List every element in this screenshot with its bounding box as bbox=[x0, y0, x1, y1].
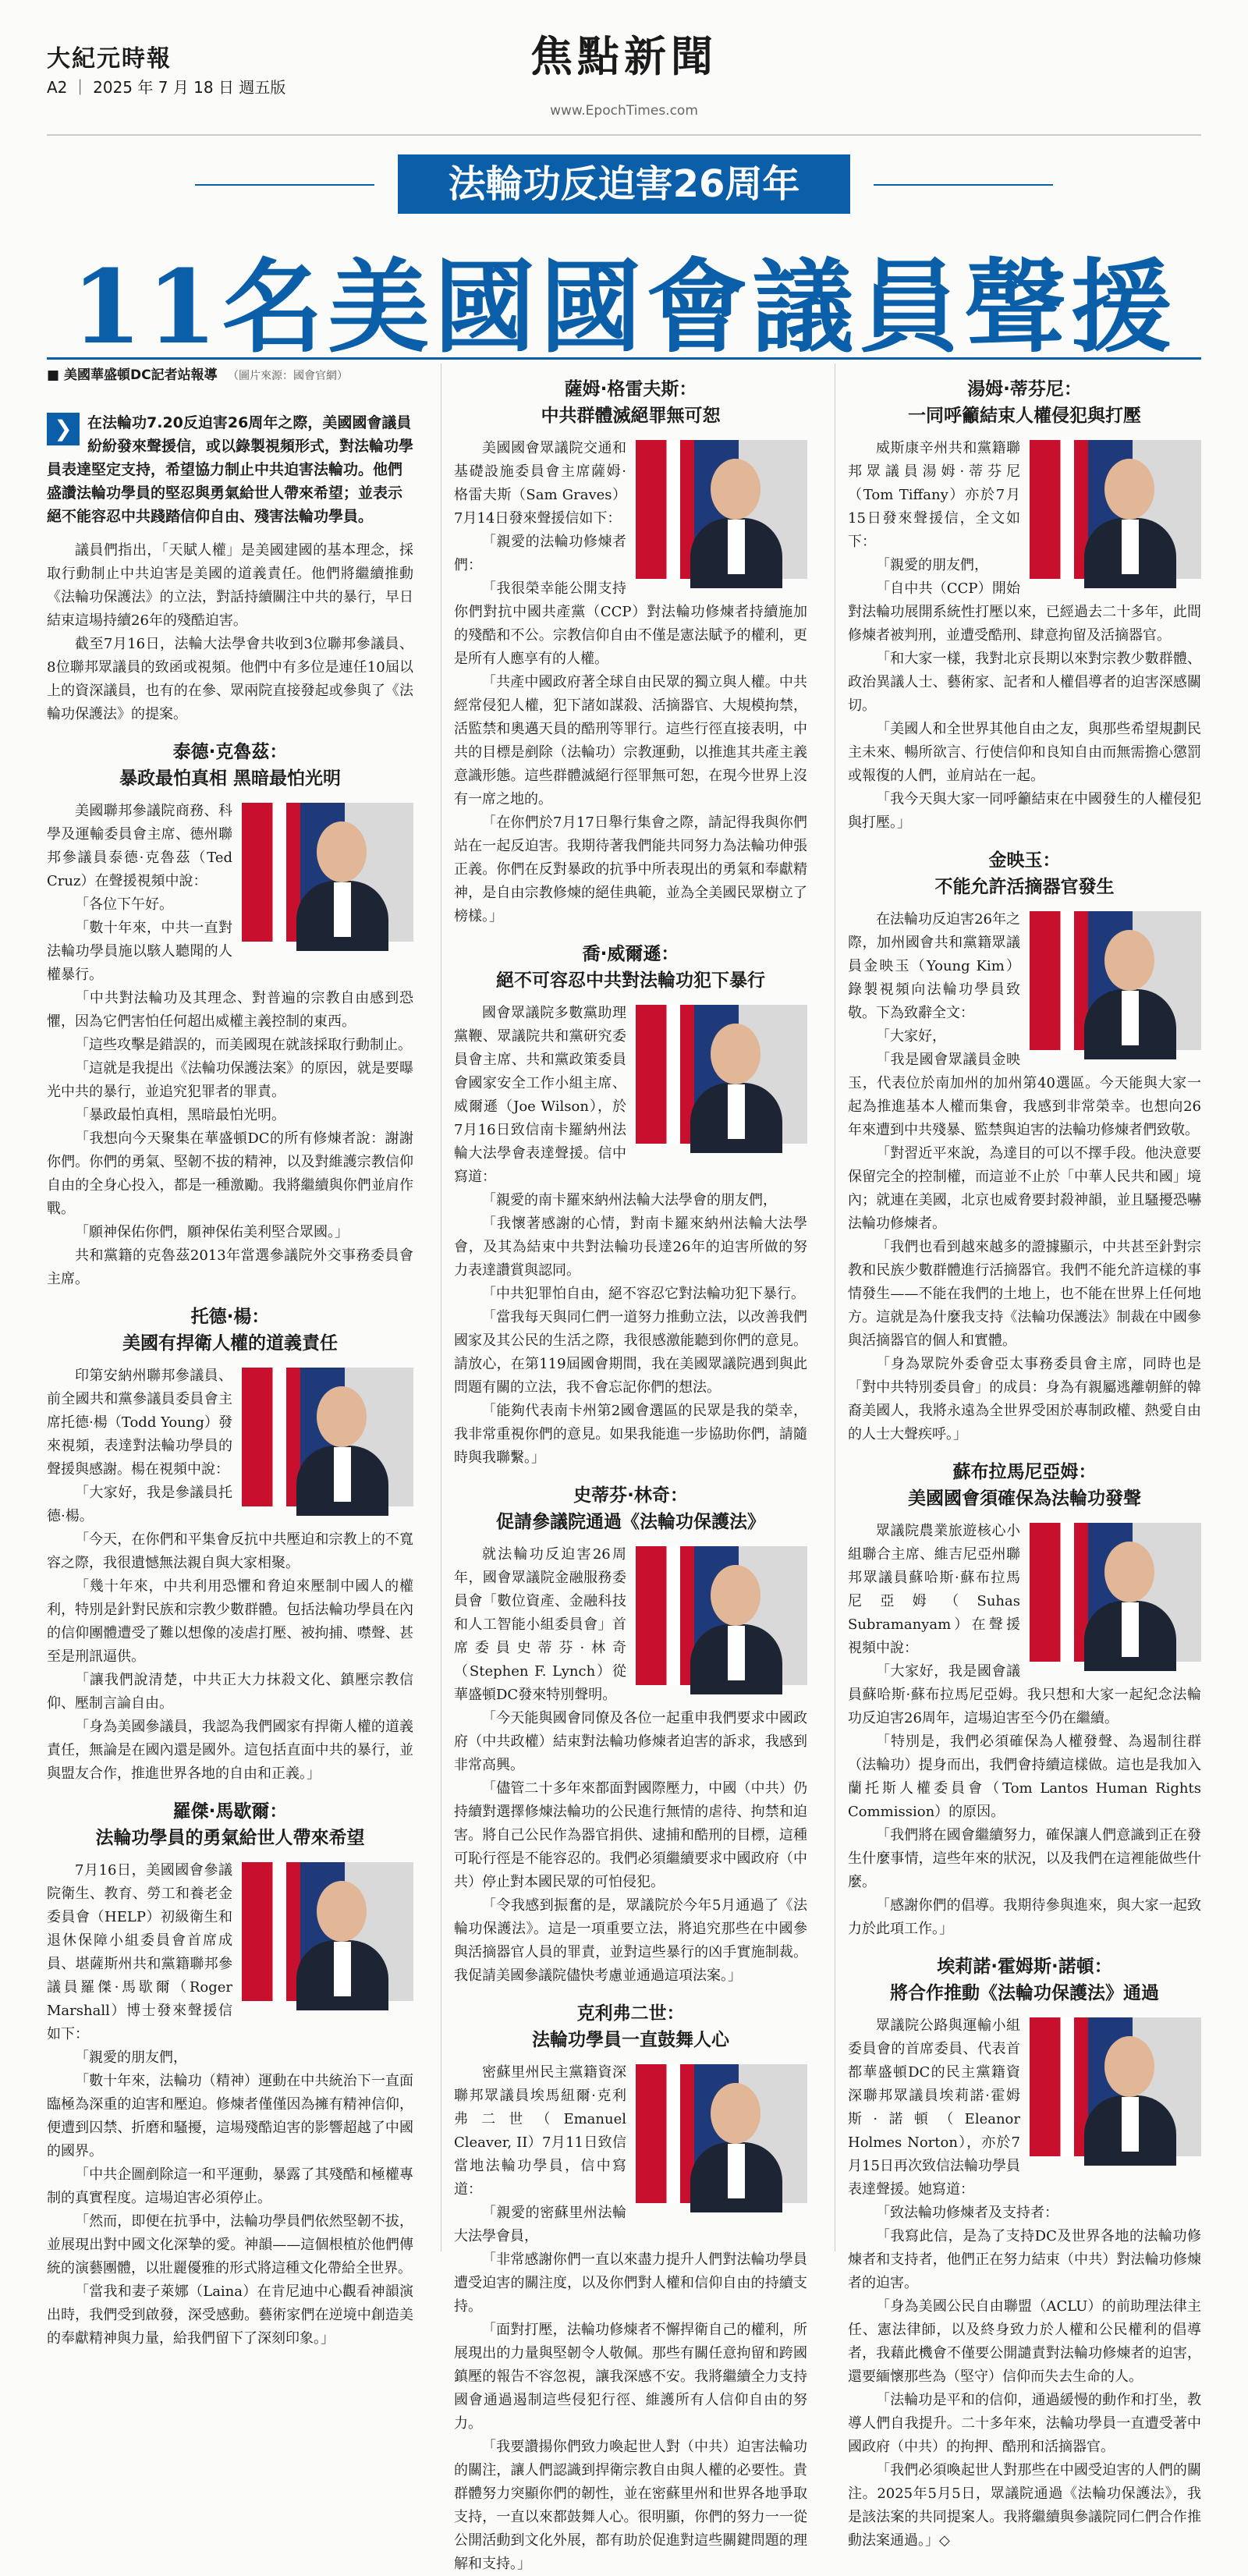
portrait-head bbox=[711, 459, 760, 520]
section-paragraph: 眾議院公路與運輸小組委員會的首席委員、代表首都華盛頓DC的民主黨籍資深聯邦眾議員埃莉諾·霍姆斯·諾頓（Eleanor Holmes Norton），亦於7月15日再次致信法輪功學員表達聲援。她寫道： bbox=[848, 2017, 1020, 2198]
intro-paragraph: 議員們指出，「天賦人權」是美國建國的基本理念，採取行動制止中共迫害是美國的道義責任。他們將繼續推動《法輪功保護法》的立法，對話持續關注中共的暴行，早日結束這場持續26年的殘酷迫害。 bbox=[47, 542, 413, 629]
section-paragraph: 「這些攻擊是錯誤的，而美國現在就該採取行動制止。 bbox=[75, 1037, 412, 1053]
section-paragraph: 「能夠代表南卡州第2國會選區的民眾是我的榮幸，我非常重視你們的意見。如果我能進一步協助你們，請隨時與我聯繫。」 bbox=[454, 1403, 807, 1466]
section-paragraph: 國會眾議院多數黨助理黨鞭、眾議院共和黨研究委員會主席、共和黨政策委員會國家安全工作小組主席、威爾遜（Joe Wilson），於7月16日致信南卡羅納州法輪大法學會表達聲援。信中寫道： bbox=[454, 1005, 626, 1185]
section-paragraph: 眾議院農業旅遊核心小組聯合主席、維吉尼亞州聯邦眾議員蘇哈斯·蘇布拉馬尼亞姆（Suhas Subramanyam）在聲援視頻中說： bbox=[848, 1523, 1020, 1656]
section-heading: 喬·威爾遜： 絕不可容忍中共對法輪功犯下暴行 bbox=[496, 944, 765, 991]
section-paragraph: 「中共犯罪怕自由，絕不容忍它對法輪功犯下暴行。 bbox=[482, 1286, 805, 1302]
section-paragraph: 「我們將在國會繼續努力，確保讓人們意識到正在發生什麼事情，這些年來的狀況，以及我們在這裡能做些什麼。 bbox=[848, 1827, 1201, 1890]
article-section bbox=[47, 1304, 413, 1786]
section-paragraph: 在法輪功反迫害26年之際，加州國會共和黨籍眾議員金映玉（Young Kim）錄製視頻向法輪功學員致敬。下為致辭全文： bbox=[848, 911, 1020, 1021]
section-paragraph: 「今天能與國會同僚及各位一起重申我們要求中國政府（中共政權）結束對法輪功修煉者迫害的訴求，我感到非常高興。 bbox=[454, 1710, 807, 1773]
main-headline: 11名美國國會議員聲援 bbox=[71, 247, 1177, 367]
portrait-photo bbox=[636, 1005, 807, 1144]
section-paragraph: 「當我和妻子萊娜（Laina）在肯尼迪中心觀看神韻演出時，我們受到啟發，深受感動。藝術家們在逆境中創造美的奉獻精神與力量，給我們留下了深刻印象。」 bbox=[47, 2283, 413, 2347]
article-section bbox=[848, 847, 1201, 1446]
portrait-photo bbox=[242, 1862, 413, 2001]
article-section bbox=[848, 1953, 1201, 2553]
article-section bbox=[454, 1482, 807, 1988]
issue-info: A2 ｜ 2025 年 7 月 18 日 週五版 bbox=[47, 78, 286, 97]
portrait-shirt bbox=[1122, 1602, 1139, 1657]
section-paragraph: 「暴政最怕真相，黑暗最怕光明。 bbox=[75, 1107, 285, 1123]
portrait-shirt bbox=[334, 882, 351, 937]
section-paragraph: 「非常感謝你們一直以來盡力提升人們對法輪功學員遭受迫害的關注度，以及你們對人權和信仰自由的持續支持。 bbox=[454, 2251, 807, 2315]
section-paragraph: 「大家好， bbox=[876, 1028, 946, 1045]
section-paragraph: 威斯康辛州共和黨籍聯邦眾議員湯姆·蒂芬尼（Tom Tiffany）亦於7月15日發來聲援信，全文如下： bbox=[848, 440, 1020, 550]
section-heading: 薩姆·格雷夫斯： 中共群體滅絕罪無可恕 bbox=[541, 379, 721, 426]
lead-paragraph bbox=[47, 411, 413, 528]
section-title: 焦點新聞 bbox=[530, 31, 718, 81]
section-body bbox=[454, 2061, 807, 2576]
section-body bbox=[47, 1859, 413, 2351]
portrait-shirt bbox=[1122, 991, 1139, 1045]
section-body bbox=[454, 437, 807, 928]
portrait-photo bbox=[242, 1368, 413, 1506]
section-body bbox=[454, 1543, 807, 1988]
section-paragraph: 「中共對法輪功及其理念、對普遍的宗教自由感到恐懼，因為它們害怕任何超出威權主義控制的東西。 bbox=[47, 990, 413, 1030]
byline: ■ 美國華盛頓DC記者站報導 bbox=[47, 367, 218, 383]
section-paragraph: 「願神保佑你們，願神保佑美利堅合眾國。」 bbox=[75, 1224, 349, 1240]
portrait-head bbox=[711, 1024, 760, 1084]
portrait-shirt bbox=[334, 1942, 351, 1996]
section-paragraph: 「親愛的南卡羅來納州法輪大法學會的朋友們， bbox=[482, 1192, 777, 1208]
section-paragraph: 共和黨籍的克魯茲2013年當選參議院外交事務委員會主席。 bbox=[47, 1247, 413, 1287]
section-paragraph: 「在你們於7月17日舉行集會之際，請記得我與你們站在一起反迫害。我期待著我們能共同努力為法輪功伸張正義。你們在反對暴政的抗爭中所表現出的勇氣和奉獻精神，是自由宗教修煉的絕佳典範，並為全美國民眾樹立了榜樣。」 bbox=[454, 814, 807, 924]
section-paragraph: 「自中共（CCP）開始對法輪功展開系統性打壓以來，已經過去二十多年，此間修煉者被判刑，並遭受酷刑、肆意拘留及活摘器官。 bbox=[848, 580, 1201, 644]
section-paragraph: 「我寫此信，是為了支持DC及世界各地的法輪功修煉者和支持者，他們正在努力結束（中共）對法輪功修煉者的迫害。 bbox=[848, 2228, 1201, 2291]
anniversary-banner: 法輪功反迫害26周年 bbox=[398, 154, 850, 214]
section-body bbox=[848, 2014, 1201, 2553]
section-paragraph: 「對習近平來說，為達目的可以不擇手段。他決意要保留完全的控制權，而這並不止於「中華人民共和國」境內；就連在美國，北京也威脅要封殺神韻，並且騷擾恐嚇法輪功修煉者。 bbox=[848, 1145, 1201, 1232]
portrait-head bbox=[317, 1881, 367, 1942]
section-body bbox=[454, 1002, 807, 1470]
section-paragraph: 「共產中國政府著全球自由民眾的獨立與人權。中共經常侵犯人權，犯下諸如謀殺、活摘器官、大規模拘禁，活監禁和奧邁天員的酷刑等罪行。這些行徑直接表明，中共的目標是剷除（法輪功）宗教運動，以推進其共產主義意識形態。這些群體滅絕行徑罪無可恕，在現今世界上沒有一席之地的。 bbox=[454, 674, 807, 807]
portrait-head bbox=[1104, 1542, 1154, 1602]
section-paragraph: 「我是國會眾議員金映玉，代表位於南加州的加州第40選區。今天能與大家一起為推進基本人權而集會，我感到非常榮幸。也想向26年來遭到中共殘暴、監禁與迫害的法輪功修煉者們致敬。 bbox=[848, 1052, 1201, 1138]
section-paragraph: 7月16日，美國國會參議院衛生、教育、勞工和養老金委員會（HELP）初級衛生和退休保障小組委員會首席成員、堪薩斯州共和黨籍聯邦參議員羅傑·馬歇爾（Roger Marshall）博士發來聲援信如下： bbox=[47, 1862, 232, 2042]
section-paragraph: 「數十年來，中共一直對法輪功學員施以駭人聽聞的人權暴行。 bbox=[47, 920, 232, 983]
section-paragraph: 「幾十年來，中共利用恐懼和脅迫來壓制中國人的權利，特別是針對民族和宗教少數群體。包括法輪功學員在內的信仰團體遭受了難以想像的凌虐打壓、被拘捕、噤聲、甚至是刑訊逼供。 bbox=[47, 1578, 413, 1665]
intro-paragraph: 截至7月16日，法輪大法學會共收到3位聯邦參議員、8位聯邦眾議員的致函或視頻。他們中有多位是連任10屆以上的資深議員，也有的在參、眾兩院直接發起或參與了《法輪功保護法》的提案。 bbox=[47, 636, 413, 722]
website-url[interactable]: www.EpochTimes.com bbox=[550, 103, 698, 119]
article-section bbox=[47, 1798, 413, 2351]
section-paragraph: 「我們必須喚起世人對那些在中國受迫害的人們的關注。2025年5月5日，眾議院通過《法輪功保護法》，我是該法案的共同提案人。我將繼續與參議院同仁們合作推動法案通過。」◇ bbox=[848, 2462, 1201, 2549]
portrait-head bbox=[1104, 2036, 1154, 2097]
article-section bbox=[454, 376, 807, 928]
section-body bbox=[848, 908, 1201, 1446]
section-heading: 克利弗二世： 法輪功學員一直鼓舞人心 bbox=[532, 2003, 729, 2050]
article-section bbox=[454, 2000, 807, 2576]
lead-text: 在法輪功7.20反迫害26周年之際，美國國會議員紛紛發來聲援信，或以錄製視頻形式，對法輪功學員表達堅定支持，希望協力制止中共迫害法輪功。他們盛讚法輪功學員的堅忍與勇氣給世人帶來希望；並表示絕不能容忍中共踐踏信仰自由、殘害法輪功學員。 bbox=[47, 414, 414, 525]
headline-divider bbox=[47, 357, 1201, 360]
section-paragraph: 「致法輪功修煉者及支持者： bbox=[876, 2205, 1058, 2221]
section-paragraph: 「法輪功是平和的信仰，通過緩慢的動作和打坐，教導人們自我提升。二十多年來，法輪功學員一直遭受著中國政府（中共）的拘押、酷刑和活摘器官。 bbox=[848, 2392, 1201, 2455]
article-section bbox=[454, 941, 807, 1470]
section-body bbox=[47, 1364, 413, 1786]
newspaper-brand: 大紀元時報 bbox=[47, 45, 172, 73]
section-paragraph: 「我懷著感謝的心情，對南卡羅來納州法輪大法學會，及其為結束中共對法輪功長達26年的迫害所做的努力表達讚賞與認同。 bbox=[454, 1215, 807, 1279]
header-divider bbox=[47, 134, 1201, 136]
section-paragraph: 「親愛的法輪功修煉者們： bbox=[454, 534, 626, 573]
section-body bbox=[848, 437, 1201, 835]
portrait-shirt bbox=[728, 520, 745, 574]
section-paragraph: 密蘇里州民主黨籍資深聯邦眾議員埃馬紐爾·克利弗二世（Emanuel Cleaver, II）7月11日致信當地法輪功學員，信中寫道： bbox=[454, 2064, 626, 2198]
section-heading: 泰德·克魯茲： 暴政最怕真相 黑暗最怕光明 bbox=[119, 742, 341, 789]
byline-row bbox=[47, 364, 413, 383]
section-paragraph: 「身為眾院外委會亞太事務委員會主席，同時也是「對中共特別委員會」的成員：身為有親屬逃離朝鮮的韓裔美國人，我將永遠為全世界受困於專制政權、熱愛自由的人士大聲疾呼。」 bbox=[848, 1356, 1201, 1442]
portrait-head bbox=[711, 1565, 760, 1626]
portrait-photo bbox=[1030, 911, 1201, 1050]
section-paragraph: 「親愛的朋友們， bbox=[75, 2049, 187, 2066]
section-paragraph: 「特別是，我們必須確保為人權發聲、為遏制往群（法輪功）提身而出，我們會持續這樣做。這也是我加入蘭托斯人權委員會（Tom Lantos Human Rights Commission）的原因。 bbox=[848, 1733, 1201, 1820]
section-body bbox=[848, 1520, 1201, 1941]
section-paragraph: 「身為美國參議員，我認為我們國家有捍衛人權的道義責任，無論是在國內還是國外。這包括直面中共的暴行，並與盟友合作，推進世界各地的自由和正義。」 bbox=[47, 1719, 413, 1782]
portrait-photo bbox=[1030, 2017, 1201, 2156]
portrait-shirt bbox=[1122, 520, 1139, 574]
portrait-shirt bbox=[728, 1084, 745, 1139]
portrait-shirt bbox=[334, 1447, 351, 1502]
portrait-photo bbox=[636, 440, 807, 579]
section-paragraph: 「我要讚揚你們致力喚起世人對（中共）迫害法輪功的關注，讓人們認識到捍衛宗教自由與人權的必要性。貴群體努力突顯你們的韌性，並在密蘇里州和世界各地爭取支持，一直以來都鼓舞人心。很明顯，你們的努力一一從公開活動到文化外展，都有助於促進對這些關鍵問題的理解和支持。」 bbox=[454, 2439, 807, 2572]
portrait-shirt bbox=[1122, 2097, 1139, 2152]
section-heading: 金映玉： 不能允許活摘器官發生 bbox=[934, 850, 1115, 897]
column-3 bbox=[835, 364, 1201, 2549]
section-paragraph: 「中共企圖剷除這一和平運動，暴露了其殘酷和極權專制的真實程度。這場迫害必須停止。 bbox=[47, 2166, 413, 2206]
banner-wrap bbox=[195, 154, 1053, 214]
section-heading: 湯姆·蒂芬尼： 一同呼籲結束人權侵犯與打壓 bbox=[908, 379, 1141, 426]
section-paragraph: 「親愛的密蘇里州法輪大法學會員， bbox=[454, 2205, 626, 2244]
section-paragraph: 「這就是我提出《法輪功保護法案》的原因，就是要曝光中共的暴行，並追究犯罪者的罪責。 bbox=[47, 1060, 413, 1100]
section-heading: 羅傑·馬歇爾： 法輪功學員的勇氣給世人帶來希望 bbox=[95, 1801, 365, 1848]
portrait-head bbox=[1104, 459, 1154, 520]
section-paragraph: 印第安納州聯邦參議員、前全國共和黨參議員委員會主席托德·楊（Todd Young）發來視頻，表達對法輪功學員的聲援與感謝。楊在視頻中說： bbox=[47, 1368, 232, 1478]
section-paragraph: 「我很榮幸能公開支持你們對抗中國共產黨（CCP）對法輪功修煉者持續施加的殘酷和不公。宗教信仰自由不僅是憲法賦予的權利，更是所有人應享有的人權。 bbox=[454, 580, 807, 667]
section-paragraph: 「身為美國公民自由聯盟（ACLU）的前助理法律主任、憲法律師，以及終身致力於人權和公民權利的倡導者，我藉此機會不僅要公開譴責對法輪功修煉者的迫害，還要緬懷那些為（堅守）信仰而失去生命的人。 bbox=[848, 2298, 1201, 2385]
section-paragraph: 美國國會眾議院交通和基礎設施委員會主席薩姆·格雷夫斯（Sam Graves）7月14日發來聲援信如下： bbox=[454, 440, 626, 527]
section-paragraph: 「令我感到振奮的是，眾議院於今年5月通過了《法輪功保護法》。這是一項重要立法，將追究那些在中國參與活摘器官人員的罪責，並對這些暴行的凶手實施制裁。我促請美國參議院儘快考慮並通過這項法案。」 bbox=[454, 1897, 807, 1984]
section-heading: 蘇布拉馬尼亞姆： 美國國會須確保為法輪功發聲 bbox=[908, 1462, 1141, 1509]
portrait-photo bbox=[1030, 1523, 1201, 1662]
portrait-photo bbox=[242, 803, 413, 942]
section-paragraph: 「感謝你們的倡導。我期待參與進來，與大家一起致力於此項工作。」 bbox=[848, 1897, 1201, 1937]
portrait-photo bbox=[636, 2064, 807, 2203]
section-heading: 埃莉諾·霍姆斯·諾頓： 將合作推動《法輪功保護法》通過 bbox=[890, 1957, 1159, 2003]
column-1 bbox=[47, 364, 414, 2347]
masthead bbox=[47, 19, 1201, 136]
section-heading: 托德·楊： 美國有捍衛人權的道義責任 bbox=[122, 1307, 338, 1354]
section-paragraph: 「數十年來，法輪功（精神）運動在中共統治下一直面臨極為深重的迫害和壓迫。修煉者僅僅因為擁有精神信仰，便遭到囚禁、折磨和騷擾，這場殘酷迫害的影響超越了中國的國界。 bbox=[47, 2073, 413, 2159]
chevron-right-icon: ❯ bbox=[47, 413, 80, 445]
portrait-head bbox=[317, 821, 367, 882]
portrait-shirt bbox=[728, 2144, 745, 2198]
column-2 bbox=[441, 364, 807, 2572]
section-paragraph: 「大家好，我是國會議員蘇哈斯·蘇布拉馬尼亞姆。我只想和大家一起紀念法輪功反迫害26周年，這場迫害至今仍在繼續。 bbox=[848, 1663, 1201, 1726]
section-paragraph: 「我想向今天聚集在華盛頓DC的所有修煉者說：謝謝你們。你們的勇氣、堅韌不拔的精神，以及對維護宗教信仰自由的全身心投入，都是一種激勵。我將繼續與你們並肩作戰。 bbox=[47, 1130, 413, 1217]
section-body bbox=[47, 800, 413, 1291]
section-paragraph: 「今天，在你們和平集會反抗中共壓迫和宗教上的不寬容之際，我很遺憾無法親自與大家相聚。 bbox=[47, 1531, 413, 1571]
article-section bbox=[47, 739, 413, 1291]
section-paragraph: 「讓我們說清楚，中共正大力抹殺文化、鎮壓宗教信仰、壓制言論自由。 bbox=[47, 1672, 413, 1712]
section-paragraph: 「各位下午好。 bbox=[75, 896, 173, 913]
section-paragraph: 「親愛的朋友們， bbox=[876, 557, 988, 573]
section-paragraph: 「我們也看到越來越多的證據顯示，中共甚至針對宗教和民族少數群體進行活摘器官。我們不能允許這樣的事情發生——不能在我們的土地上，也不能在世界上任何地方。這就是為什麼我支持《法輪功保護法》制裁在中國參與活摘器官的個人和實體。 bbox=[848, 1239, 1201, 1349]
section-paragraph: 「大家好，我是參議員托德·楊。 bbox=[47, 1485, 232, 1524]
section-paragraph: 「美國人和全世界其他自由之友，與那些希望規劃民主未來、暢所欲言、行使信仰和良知自由而無需擔心懲罰或報復的人們，並肩站在一起。 bbox=[848, 721, 1201, 784]
section-paragraph: 「然而，即便在抗爭中，法輪功學員們依然堅韌不拔，並展現出對中國文化深摯的愛。神韻——這個根植於他們傳統的演藝團體，以壯麗優雅的形式將這種文化帶給全世界。 bbox=[47, 2213, 413, 2276]
section-paragraph: 就法輪功反迫害26周年，國會眾議院金融服務委員會「數位資產、金融科技和人工智能小組委員會」首席委員史蒂芬·林奇（Stephen F. Lynch）從華盛頓DC發來特別聲明。 bbox=[454, 1546, 626, 1703]
portrait-head bbox=[317, 1386, 367, 1447]
portrait-head bbox=[711, 2083, 760, 2144]
section-paragraph: 「面對打壓，法輪功修煉者不懈捍衛自己的權利，所展現出的力量與堅韌令人敬佩。那些有關任意拘留和跨國鎮壓的報告不容忽視，讓我深感不安。我將繼續全力支持國會通過遏制這些侵犯行徑、維護所有人信仰自由的努力。 bbox=[454, 2322, 807, 2432]
article-section bbox=[848, 1459, 1201, 1941]
section-heading: 史蒂芬·林奇： 促請參議院通過《法輪功保護法》 bbox=[496, 1485, 765, 1532]
photo-credit: （圖片來源：國會官網） bbox=[227, 370, 348, 382]
section-paragraph: 「我今天與大家一同呼籲結束在中國發生的人權侵犯與打壓。」 bbox=[848, 791, 1201, 831]
portrait-head bbox=[1104, 930, 1154, 991]
portrait-photo bbox=[636, 1546, 807, 1685]
section-paragraph: 美國聯邦參議院商務、科學及運輸委員會主席、德州聯邦參議員泰德·克魯茲（Ted Cruz）在聲援視頻中說： bbox=[47, 803, 232, 889]
portrait-shirt bbox=[728, 1626, 745, 1680]
section-paragraph: 「當我每天與同仁們一道努力推動立法，以改善我們國家及其公民的生活之際，我很感激能聽到你們的意見。請放心，在第119屆國會期間，我在美國眾議院遇到與此問題有關的立法，我不會忘記你們的想法。 bbox=[454, 1309, 807, 1396]
section-paragraph: 「儘管二十多年來都面對國際壓力，中國（中共）仍持續對選擇修煉法輪功的公民進行無情的虐待、拘禁和迫害。將自己公民作為器官捐供、逮捕和酷刑的目標，這種可恥行徑是不能容忍的。我們必須繼續要求中國政府（中共）停止對本國民眾的可怕侵犯。 bbox=[454, 1780, 807, 1890]
portrait-photo bbox=[1030, 440, 1201, 579]
section-paragraph: 「和大家一樣，我對北京長期以來對宗教少數群體、政治異議人士、藝術家、記者和人權倡導者的迫害深感關切。 bbox=[848, 651, 1201, 714]
article-section bbox=[848, 376, 1201, 835]
